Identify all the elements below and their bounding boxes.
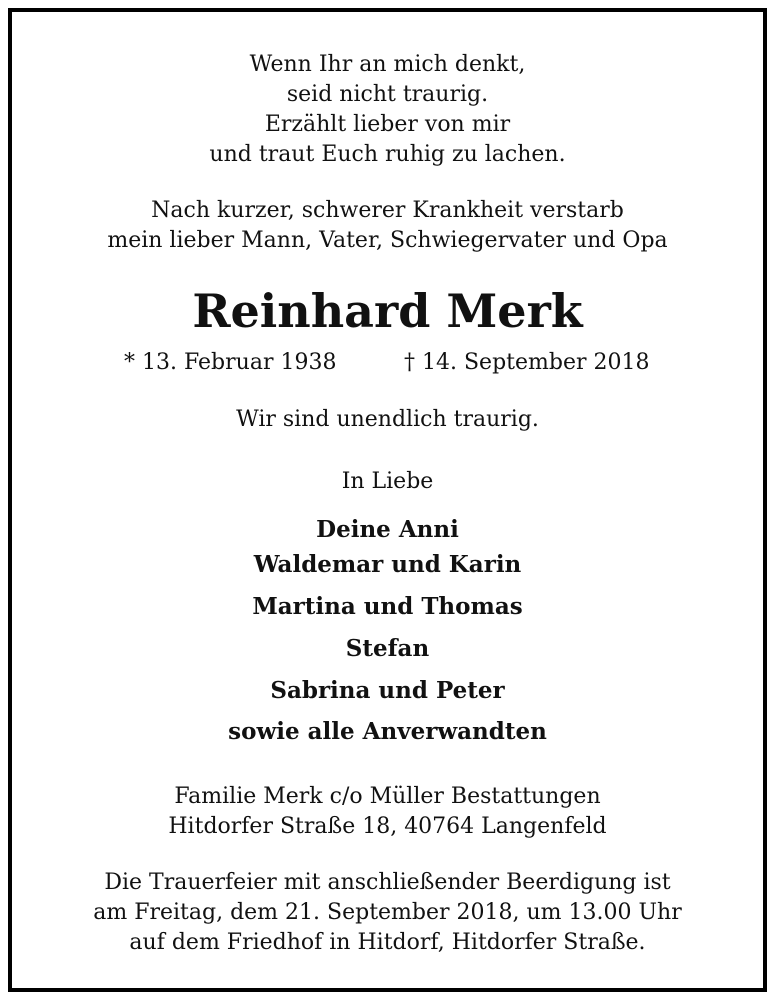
verse-line: Wenn Ihr an mich denkt,: [249, 52, 526, 77]
ceremony-line: auf dem Friedhof in Hitdorf, Hitdorfer Straße.: [129, 930, 646, 955]
birth-date: * 13. Februar 1938: [124, 350, 337, 375]
verse-line: Erzählt lieber von mir: [264, 112, 511, 137]
mourner: Martina und Thomas: [252, 593, 523, 620]
mourner: Waldemar und Karin: [253, 551, 522, 578]
intro-line: mein lieber Mann, Vater, Schwiegervater und Opa: [107, 228, 668, 253]
verse-line: seid nicht traurig.: [286, 82, 489, 107]
obituary-frame: [8, 8, 767, 992]
mourner: Stefan: [345, 635, 430, 662]
address-line: Familie Merk c/o Müller Bestattungen: [174, 784, 601, 809]
sentiment: Wir sind unendlich traurig.: [236, 407, 539, 432]
mourner: sowie alle Anverwandten: [228, 718, 547, 745]
ceremony-line: Die Trauerfeier mit anschließender Beerdigung ist: [104, 870, 671, 895]
in-love: In Liebe: [341, 469, 434, 494]
death-date: † 14. September 2018: [404, 350, 650, 375]
deceased-name: Reinhard Merk: [192, 284, 583, 338]
obituary-content: [12, 12, 763, 988]
life-dates: [12, 352, 763, 378]
mourner: Sabrina und Peter: [270, 677, 505, 704]
intro-line: Nach kurzer, schwerer Krankheit verstarb: [151, 198, 624, 223]
address-line: Hitdorfer Straße 18, 40764 Langenfeld: [168, 814, 607, 839]
verse-line: und traut Euch ruhig zu lachen.: [209, 142, 566, 167]
ceremony-line: am Freitag, dem 21. September 2018, um 13.00 Uhr: [93, 900, 682, 925]
mourner: Deine Anni: [316, 516, 459, 543]
